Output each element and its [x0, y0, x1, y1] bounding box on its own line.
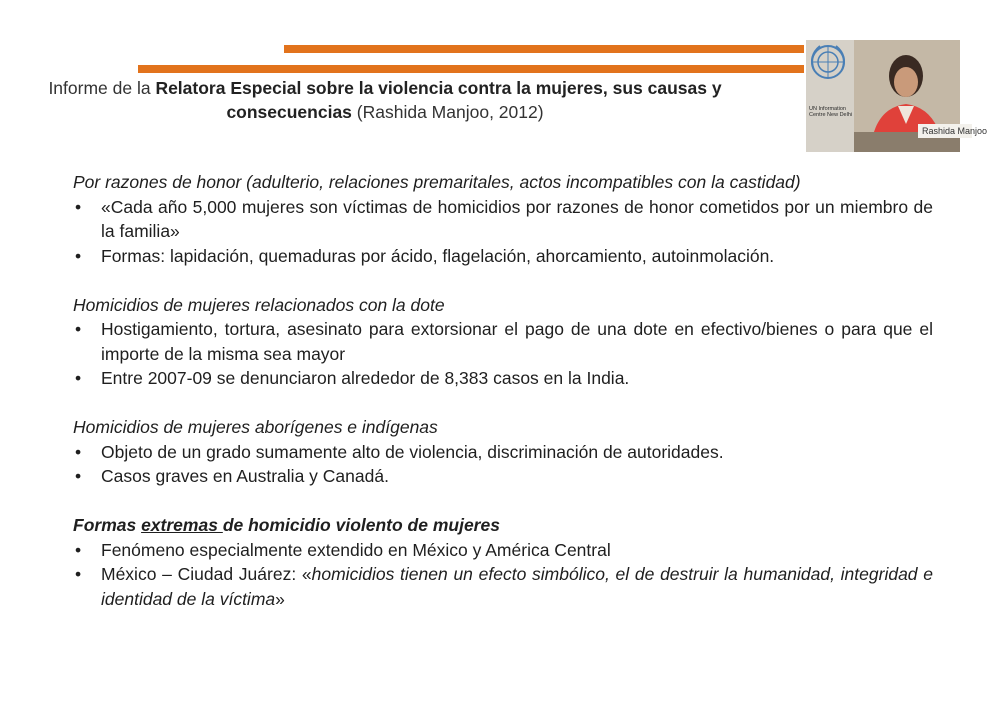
un-caption: UN Information Centre New Delhi: [809, 106, 853, 118]
speaker-photo: [806, 40, 987, 152]
list-item: • Casos graves en Australia y Canadá.: [73, 464, 933, 489]
bullet-list-dowry: [73, 317, 933, 391]
list-item: • Objeto de un grado sumamente alto de violencia, discriminación de autoridades.: [73, 440, 933, 465]
list-item: • «Cada año 5,000 mujeres son víctimas de homicidios por razones de honor cometidos por un miembro de la familia»: [73, 195, 933, 244]
slide-content: [73, 170, 933, 611]
title-bold: Relatora Especial sobre la violencia contra la mujeres, sus causas y consecuencias: [155, 78, 722, 122]
list-item: • Formas: lapidación, quemaduras por ácido, flagelación, ahorcamiento, autoinmolación.: [73, 244, 933, 269]
list-item: • Entre 2007-09 se denunciaron alrededor de 8,383 casos en la India.: [73, 366, 933, 391]
accent-bar-bottom: [138, 65, 804, 73]
nameplate: Rashida Manjoo: [918, 124, 972, 138]
quote-text: homicidios tienen un efecto simbólico, el de destruir la humanidad, integridad e identidad de la víctima: [101, 564, 933, 609]
heading-pre: Formas: [73, 515, 142, 535]
list-item: • Hostigamiento, tortura, asesinato para extorsionar el pago de una dote en efectivo/bienes o para que el importe de la misma sea mayor: [73, 317, 933, 366]
section-heading-indigenous: Homicidios de mujeres aborígenes e indígenas: [73, 417, 438, 437]
title-prefix: Informe de la: [48, 78, 156, 98]
section-heading-dowry: Homicidios de mujeres relacionados con la dote: [73, 294, 445, 315]
list-item: • Fenómeno especialmente extendido en México y América Central: [73, 538, 933, 563]
slide-title: [40, 76, 730, 124]
list-item-quote: [73, 562, 933, 611]
heading-post: de homicidio violento de mujeres: [222, 515, 500, 535]
bullet-list-extreme: [73, 538, 933, 612]
title-suffix: (Rashida Manjoo, 2012): [351, 102, 544, 122]
bullet-list-honor: [73, 195, 933, 269]
section-heading-honor: Por razones de honor (adulterio, relaciones premaritales, actos incompatibles con la castidad): [73, 172, 801, 192]
accent-bar-top: [284, 45, 804, 53]
un-emblem-icon: [812, 46, 844, 78]
bullet-list-indigenous: [73, 440, 933, 489]
quote-lead: México – Ciudad Juárez: «: [101, 564, 312, 584]
heading-underlined: extremas: [141, 515, 223, 535]
section-heading-extreme: [73, 513, 933, 538]
quote-tail: »: [275, 588, 285, 609]
